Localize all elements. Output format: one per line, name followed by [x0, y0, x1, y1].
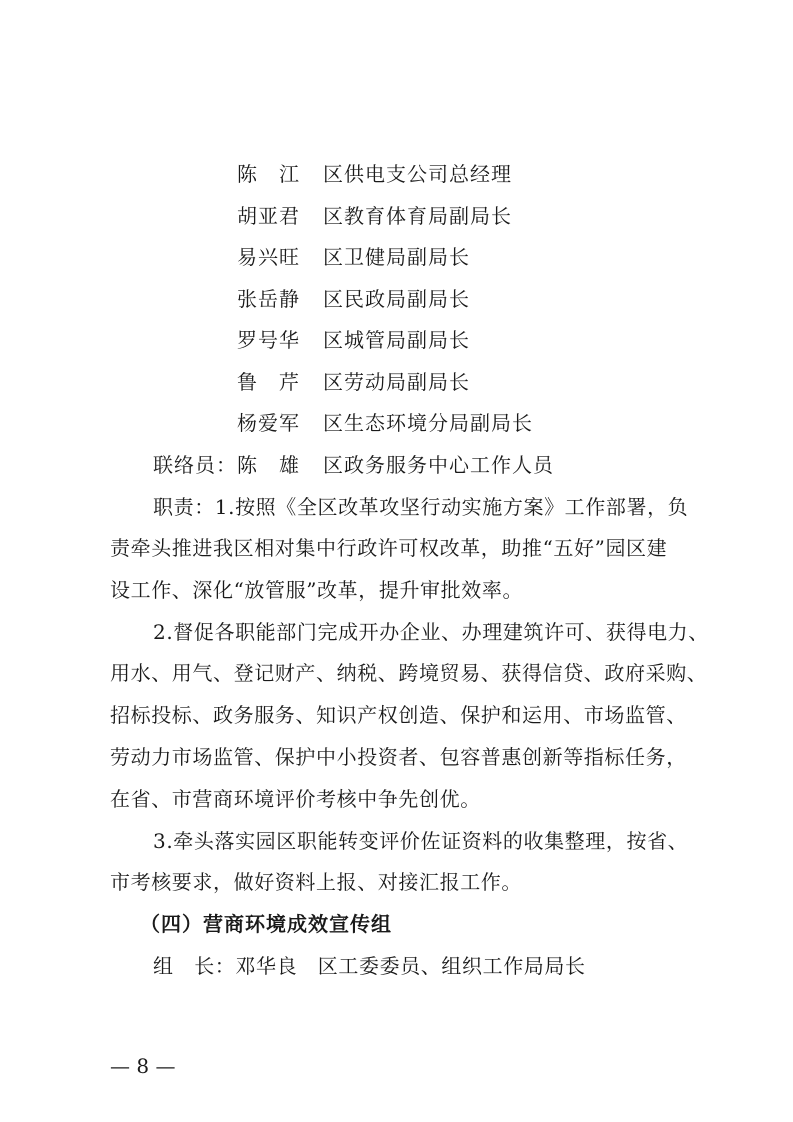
- duty-2-line: 2.督促各职能部门完成开办企业、办理建筑许可、获得电力、: [153, 620, 709, 644]
- member-title: 区卫健局副局长: [323, 245, 470, 269]
- member-title: 区劳动局副局长: [323, 370, 470, 394]
- member-name: 陈 江: [237, 162, 300, 186]
- duty-2-line: 招标投标、政务服务、知识产权创造、保护和运用、市场监管、: [110, 703, 687, 727]
- member-title: 区教育体育局副局长: [323, 204, 512, 228]
- member-row: [237, 202, 512, 230]
- member-title: 区供电支公司总经理: [323, 162, 512, 186]
- member-name: 易兴旺: [237, 245, 300, 269]
- duty-1-line: 职责：1.按照《全区改革攻坚行动实施方案》工作部署，负: [153, 495, 689, 519]
- member-title: 区生态环境分局副局长: [323, 411, 533, 435]
- duty-2-line: 用水、用气、登记财产、纳税、跨境贸易、获得信贷、政府采购、: [110, 661, 708, 685]
- duty-2-line: 劳动力市场监管、保护中小投资者、包容普惠创新等指标任务，: [110, 745, 687, 769]
- liaison-label: 联络员：: [153, 453, 237, 477]
- member-name: 罗号华: [237, 328, 300, 352]
- liaison-title: 区政务服务中心工作人员: [323, 453, 554, 477]
- member-title: 区民政局副局长: [323, 287, 470, 311]
- member-name: 胡亚君: [237, 204, 300, 228]
- member-title: 区城管局副局长: [323, 328, 470, 352]
- duty-3-line: 市考核要求，做好资料上报、对接汇报工作。: [110, 870, 522, 894]
- member-row: [237, 160, 512, 188]
- member-row: [237, 409, 533, 437]
- member-row: [237, 243, 470, 271]
- member-name: 张岳静: [237, 287, 300, 311]
- member-row: [237, 285, 470, 313]
- duty-1-line: 责牵头推进我区相对集中行政许可权改革，助推“五好”园区建: [110, 536, 668, 560]
- duty-2-line: 在省、市营商环境评价考核中争先创优。: [110, 787, 481, 811]
- member-name: 杨爱军: [237, 411, 300, 435]
- member-row: [237, 368, 470, 396]
- liaison-row: [153, 451, 554, 479]
- page-number: — 8 —: [110, 1054, 176, 1078]
- section-heading: （四）营商环境成效宣传组: [140, 912, 392, 936]
- section-leader-line: 组 长：邓华良 区工委委员、组织工作局局长: [153, 954, 586, 978]
- member-name: 鲁 芹: [237, 370, 300, 394]
- member-row: [237, 326, 470, 354]
- liaison-name: 陈 雄: [237, 453, 300, 477]
- duty-3-line: 3.牵头落实园区职能转变评价佐证资料的收集整理，按省、: [153, 829, 689, 853]
- duty-1-line: 设工作、深化“放管服”改革，提升审批效率。: [110, 578, 524, 602]
